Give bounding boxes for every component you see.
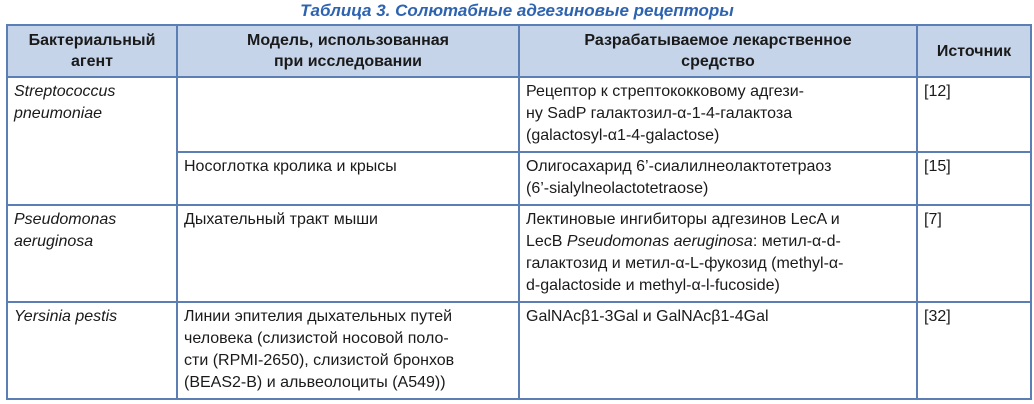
cell-source: [12] [917,77,1031,152]
cell-model: Линии эпителия дыхательных путей человека (слизистой носовой поло- сти (RPMI-2650), слизистой бронхов (BEAS2-B) и альвеолоциты (A549)) [177,302,519,399]
cell-source: [15] [917,152,1031,205]
cell-model-empty [177,77,519,152]
header-drug: Разрабатываемое лекарственное средство [519,25,917,77]
adhesin-receptors-table [6,24,1032,400]
table-row [7,77,1031,152]
cell-model: Носоглотка кролика и крысы [177,152,519,205]
cell-source: [32] [917,302,1031,399]
header-source: Источник [917,25,1031,77]
header-model: Модель, использованная при исследовании [177,25,519,77]
cell-model: Дыхательный тракт мыши [177,205,519,302]
cell-source: [7] [917,205,1031,302]
species-name-italic: Pseudomonas aeruginosa [566,233,753,250]
cell-drug: Рецептор к стрептококковому адгези- ну SadP галактозил-α-1-4-галактоза (galactosyl-α1-4-galactose) [519,77,917,152]
header-agent: Бактериальный агент [7,25,177,77]
cell-drug: Олигосахарид 6’-сиалилнеолактотетраоз (6’-sialylneolactotetraose) [519,152,917,205]
cell-drug: GalNAcβ1-3Gal и GalNAcβ1-4Gal [519,302,917,399]
cell-drug: Лектиновые ингибиторы адгезинов LecA и LecB Pseudomonas aeruginosa: метил-α-d- галактозид и метил-α-L-фукозид (methyl-α- d-galactoside и methyl-α-l-fucoside) [519,205,917,302]
table-row [7,302,1031,399]
cell-agent-yersinia: Yersinia pestis [7,302,177,399]
cell-agent-streptococcus: Streptococcus pneumoniae [7,77,177,205]
table-caption: Таблица 3. Солютабные адгезиновые рецепторы [300,1,734,20]
table-row [7,205,1031,302]
cell-agent-pseudomonas: Pseudomonas aeruginosa [7,205,177,302]
table-header-row [7,25,1031,77]
